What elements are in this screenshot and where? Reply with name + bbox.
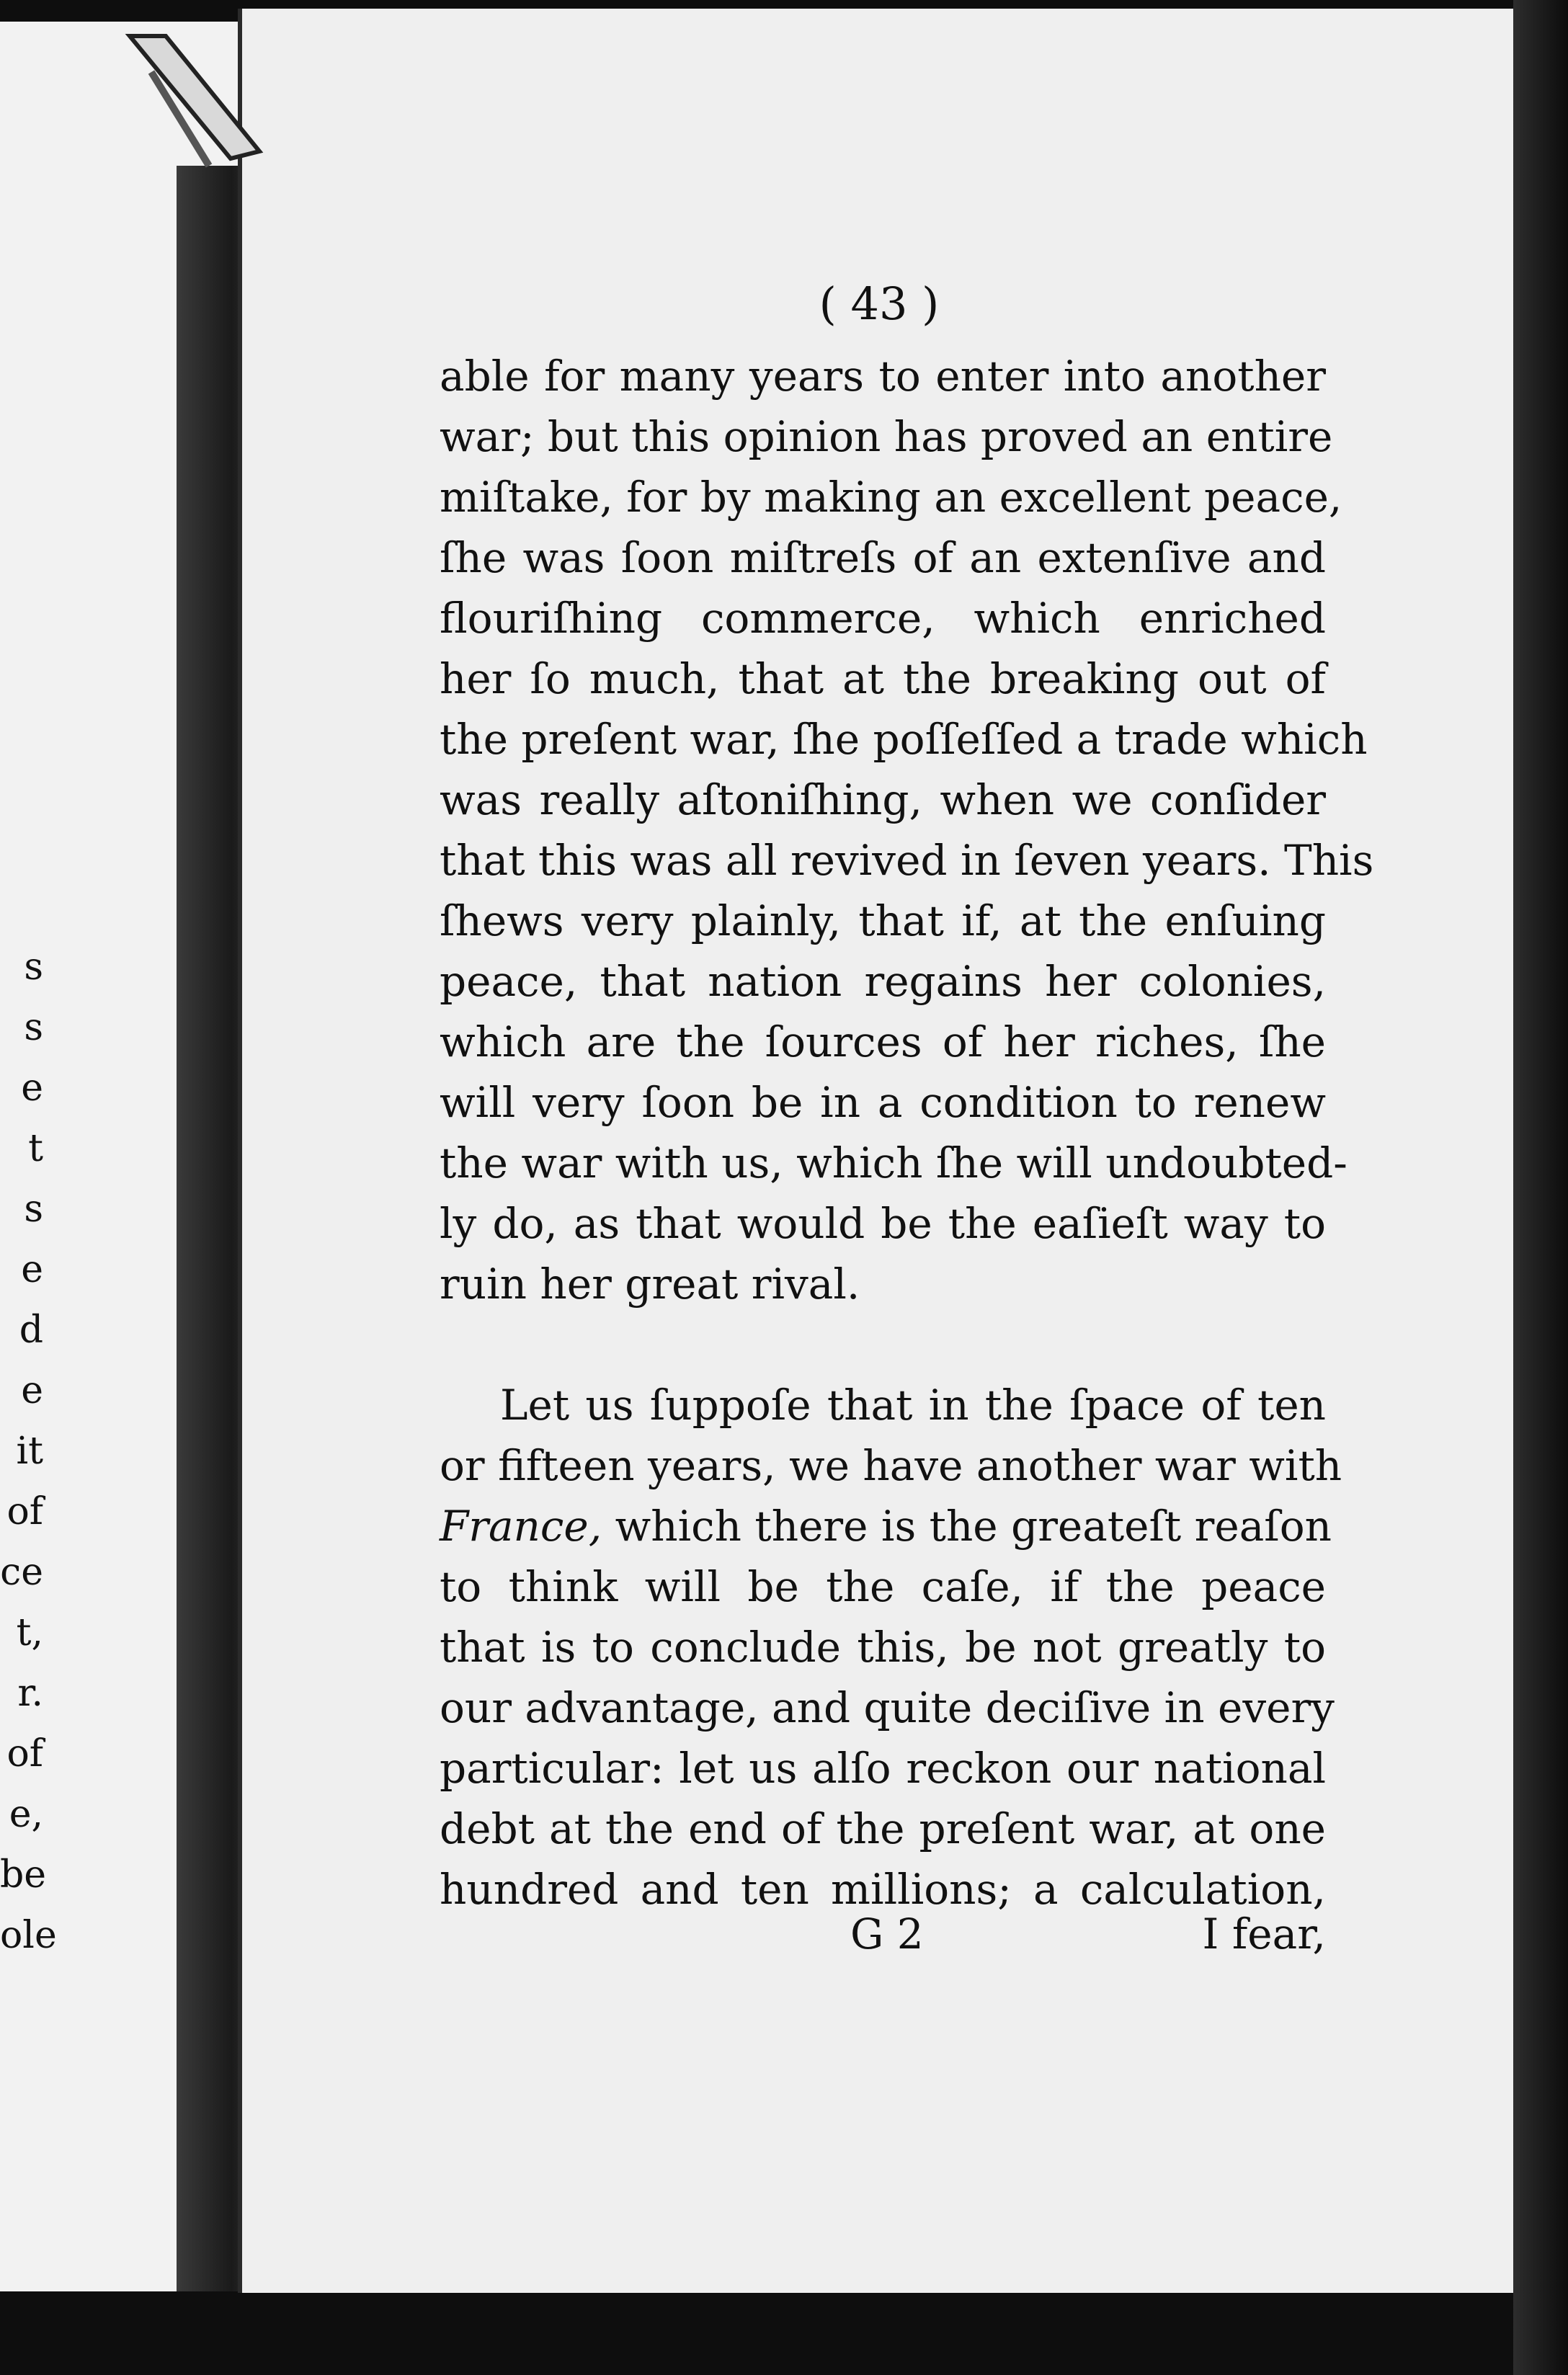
page-footer [440, 1910, 1326, 1970]
left-fragment: e [21, 1066, 43, 1110]
left-fragment: e, [9, 1793, 43, 1836]
text-line: which are the ſources of her riches, ſhe [440, 1017, 1326, 1066]
text-line: will very ſoon be in a condition to renew [440, 1078, 1326, 1127]
left-fragment: e [21, 1369, 43, 1412]
paragraph-gap [440, 1314, 1326, 1375]
text-line: the preſent war, ſhe poſſeſſed a trade which [440, 715, 1368, 764]
text-line: that this was all revived in ſeven years. This [440, 836, 1374, 885]
text-line: her ſo much, that at the breaking out of [440, 654, 1326, 703]
left-fragment: be [0, 1853, 47, 1897]
text-line: war; but this opinion has proved an entire [440, 412, 1333, 461]
left-fragment: r. [17, 1672, 43, 1715]
text-line: miſtake, for by making an excellent peace, [440, 473, 1342, 522]
text-line: hundred and ten millions; a calculation, [440, 1865, 1326, 1914]
text-line: flouriſhing commerce, which enriched [440, 594, 1326, 643]
left-fragment: it [16, 1430, 43, 1473]
paragraph [440, 346, 1374, 1314]
text-line: our advantage, and quite deciſive in every [440, 1683, 1335, 1732]
text-line: ly do, as that would be the eaſieſt way to [440, 1199, 1326, 1248]
left-fragment: of [6, 1490, 43, 1533]
left-fragment: d [19, 1309, 43, 1352]
text-line: was really aſtoniſhing, when we conſider [440, 775, 1326, 824]
text-line: that is to conclude this, be not greatly to [440, 1623, 1326, 1672]
text-line: Let us ſuppoſe that in the ſpace of ten [500, 1381, 1326, 1430]
left-fragment: ce [0, 1551, 43, 1594]
left-fragment: of [6, 1732, 43, 1775]
page-edge [1513, 0, 1568, 2375]
text-line: ſhe was ſoon miſtreſs of an extenſive and [440, 533, 1326, 582]
folded-corner-icon [122, 29, 267, 173]
left-fragment: t [28, 1127, 43, 1170]
signature-mark: G 2 [850, 1910, 924, 1959]
left-fragment: e [21, 1248, 43, 1291]
text-line: ruin her great rival. [440, 1260, 860, 1309]
text-line: particular: let us alſo reckon our national [440, 1744, 1326, 1793]
left-page-text-fragments [0, 937, 57, 1966]
text-line: the war with us, which ſhe will undoubted- [440, 1139, 1348, 1188]
paragraph [440, 1375, 1342, 1920]
left-fragment: ole [0, 1914, 57, 1957]
text-line: or fifteen years, we have another war with [440, 1441, 1342, 1490]
text-line: peace, that nation regains her colonies, [440, 957, 1326, 1006]
left-fragment: t, [16, 1611, 43, 1654]
text-line: France, which there is the greateſt reaſon [440, 1502, 1332, 1551]
text-line: to think will be the caſe, if the peace [440, 1562, 1326, 1611]
body-text [440, 346, 1374, 1920]
text-line: able for many years to enter into another [440, 352, 1326, 401]
page-number: ( 43 ) [819, 277, 940, 330]
text-line: ſhews very plainly, that if, at the enſuing [440, 896, 1326, 945]
left-fragment: s [24, 1006, 43, 1049]
text-line: debt at the end of the preſent war, at one [440, 1804, 1326, 1853]
left-fragment: s [24, 1188, 43, 1231]
left-fragment: s [24, 945, 43, 989]
catchword: I fear, [1202, 1910, 1326, 1959]
